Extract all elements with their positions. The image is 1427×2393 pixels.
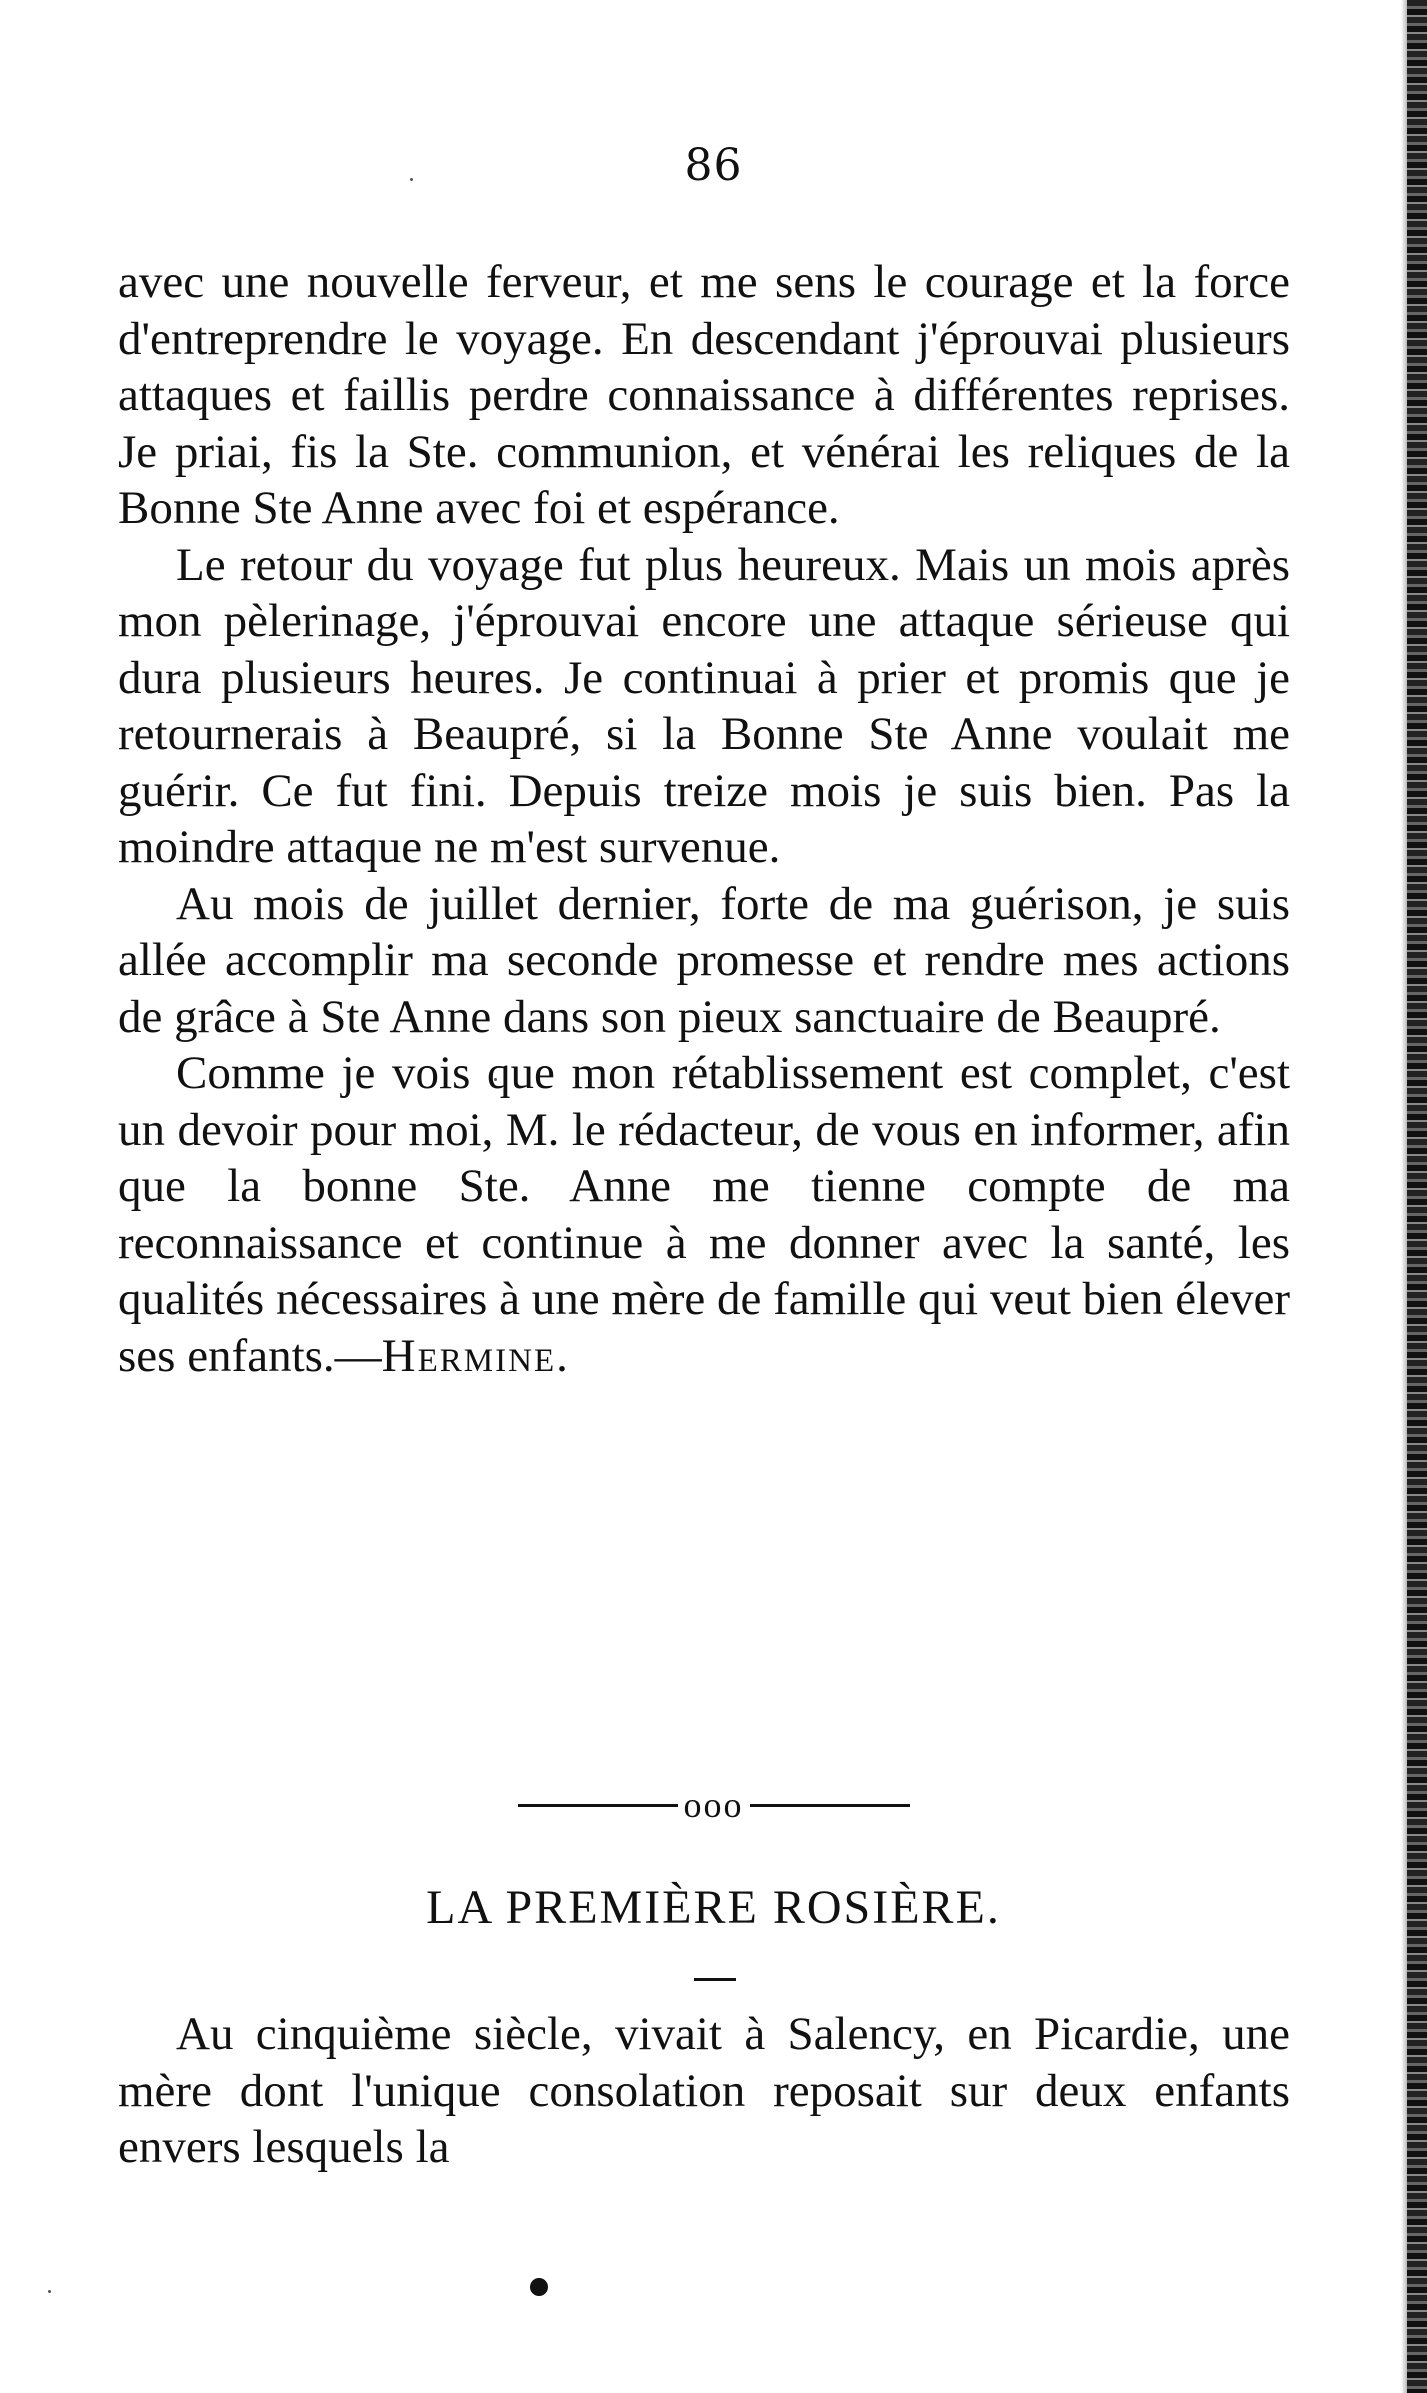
paragraph-text: Comme je vois que mon rétablissement est complet, c'est un devoir pour moi, M. le rédacteur, de vous en informer, afin que la bonne Ste. Anne me tienne compte de ma reconnaissance et continue à me donner avec la santé, les qualités nécessaires à une mère de famille qui veut bien élever ses enfants.— bbox=[118, 1047, 1290, 1382]
separator-rule-left bbox=[518, 1804, 678, 1807]
section-title: LA PREMIÈRE ROSIÈRE. bbox=[426, 1881, 1001, 1934]
second-text-block bbox=[118, 2006, 1290, 2176]
paragraph bbox=[118, 254, 1290, 537]
section-separator bbox=[0, 1784, 1427, 1826]
paragraph bbox=[118, 2006, 1290, 2176]
paragraph bbox=[118, 537, 1290, 876]
paragraph bbox=[118, 1045, 1290, 1384]
paragraph-text: avec une nouvelle ferveur, et me sens le courage et la force d'entreprendre le voyage. En descendant j'éprouvai plusieurs attaques et faillis perdre connaissance à différentes reprises. Je priai, fis la Ste. communion, et vénérai les reliques de la Bonne Ste Anne avec foi et espérance. bbox=[118, 256, 1290, 534]
paragraph bbox=[118, 876, 1290, 1046]
page-bullet-mark bbox=[530, 2278, 548, 2296]
main-text-block bbox=[118, 254, 1290, 1384]
separator-ornament: ooo bbox=[683, 1785, 744, 1825]
signature: Hermine. bbox=[381, 1329, 570, 1382]
paragraph-text: Au cinquième siècle, vivait à Salency, en Picardie, une mère dont l'unique consolation reposait sur deux enfants envers lesquels la bbox=[118, 2008, 1290, 2173]
separator-rule-right bbox=[750, 1804, 910, 1807]
heading-dash bbox=[694, 1978, 736, 1981]
page-number: 86 bbox=[684, 140, 743, 191]
paragraph-text: Au mois de juillet dernier, forte de ma guérison, je suis allée accomplir ma seconde promesse et rendre mes actions de grâce à Ste Anne dans son pieux sanctuaire de Beaupré. bbox=[118, 877, 1290, 1043]
page-binding-edge bbox=[1407, 0, 1427, 2393]
paragraph-text: Le retour du voyage fut plus heureux. Mais un mois après mon pèlerinage, j'éprouvai encore une attaque sérieuse qui dura plusieurs heures. Je continuai à prier et promis que je retournerais à Beaupré, si la Bonne Ste Anne voulait me guérir. Ce fut fini. Depuis treize mois je suis bien. Pas la moindre attaque ne m'est survenue. bbox=[118, 538, 1290, 873]
print-speck bbox=[48, 2290, 51, 2293]
